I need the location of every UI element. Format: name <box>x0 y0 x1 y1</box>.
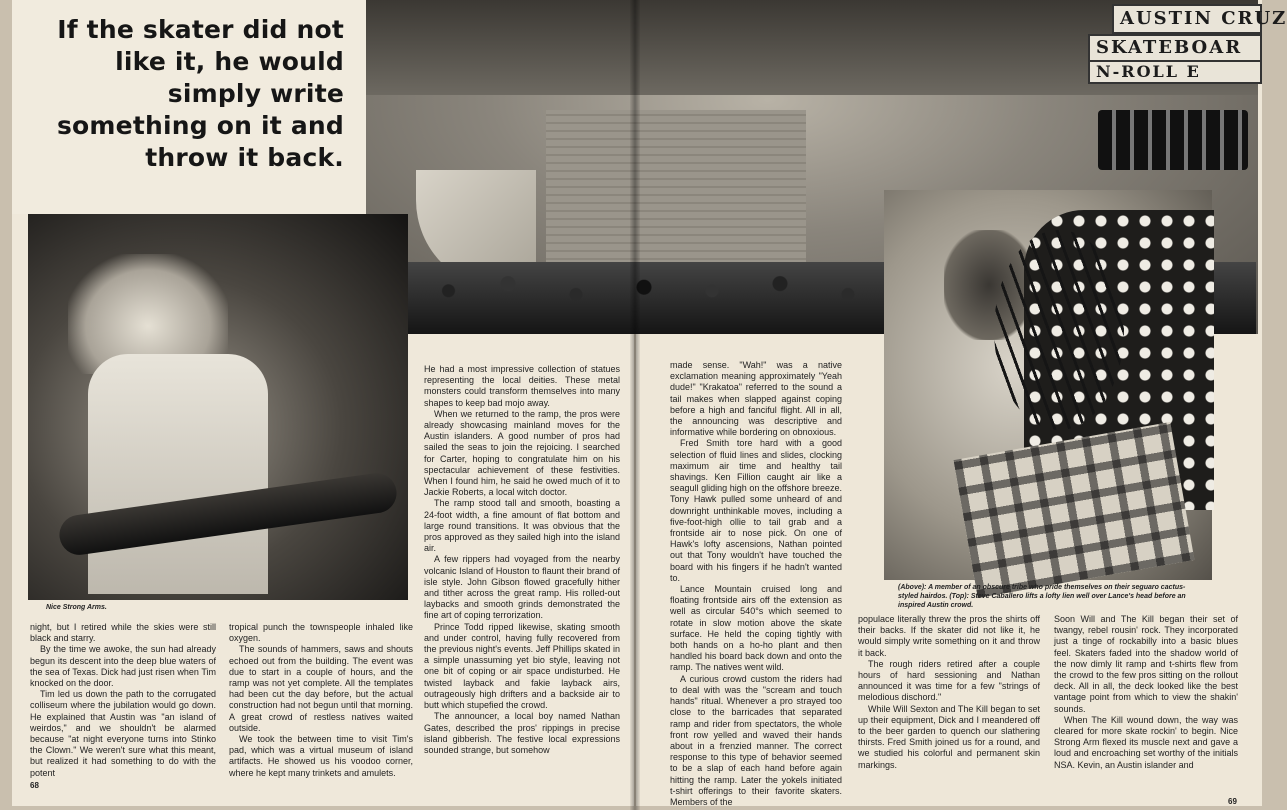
paragraph: When we returned to the ramp, the pros were already showcasing mainland moves for the Austin islanders. A good number of pros had sailed the seas to join the rejoicing. I searched for Carter, hoping to congratulate him on his spectacular achievement of these festivities. When I found him, he said he owed much of it to Jackie Roberts, a local witch doctor. <box>424 408 620 498</box>
text-column-4 <box>670 360 842 807</box>
banner-skateboard: SKATEBOAR <box>1088 34 1262 62</box>
paragraph: The announcer, a local boy named Nathan Gates, described the pros' rippings in precise island gibberish. The festive local expressions sounded strange, but somehow <box>424 711 620 755</box>
guitarist-shirt <box>88 354 268 594</box>
cactus-hairdo <box>994 230 1124 430</box>
paragraph: made sense. "Wah!" was a native exclamation meaning approximately "Yeah dude!" "Krakatoa" referred to the sound a tail makes when slapped against coping before a high and fanciful flight. All in all, the announcing was descriptive and informative while bordering on obnoxious. <box>670 360 842 438</box>
banner-austin-cruz: AUSTIN CRUZ <box>1112 4 1262 34</box>
paragraph: By the time we awoke, the sun had already begun its descent into the deep blue waters of the sea of Texas. Dick had just risen when Tim knocked on the door. <box>30 644 216 689</box>
paragraph: Tim led us down the path to the corrugated colliseum where the jubilation would go down. He explained that Austin was "an island of weirdos," and we shouldn't be alarmed because "at night everyone turns into Stinko the Clown." We weren't sure what this meant, but realized it had something to do with the potent <box>30 689 216 778</box>
paragraph: A few rippers had voyaged from the nearby volcanic Island of Houston to flaunt their brand of isle style. John Gibson flowed gracefully hither and tither across the great ramp. His rolled-out laybacks and smooth grinds demonstrated the fine art of coping terrorization. <box>424 554 620 621</box>
tribe-photo <box>884 190 1212 580</box>
paragraph: A curious crowd custom the riders had to deal with was the "scream and touch hands" ritual. Whenever a pro strayed too close to the barricades that separated ramp and rider from spectators, the whole front row yelled and waved their hands about in a frenzied manner. The correct response to this type of behavior seemed to be a slap of each hand before again hitting the ramp. Later the yokels initiated t-shirt offerings to their favorite skaters. Members of the <box>670 673 842 807</box>
guitarist-photo <box>28 214 408 600</box>
paragraph: Fred Smith tore hard with a good selection of fluid lines and slides, clocking maximum air time and healthy tail shavings. Ken Fillion caught air like a seagull gliding high on the offshore breeze. Tony Hawk pulled some unheard of and downright unthinkable moves, including a five-foot-high ollie to tail grab and a frontside air to nose pick. On one of Hawk's lofty ascensions, Nathan pointed out that Tony wouldn't have touched the board with his fingers if he hadn't wanted to. <box>670 438 842 583</box>
paragraph: The rough riders retired after a couple hours of hard sessioning and Nathan announced it was time for a few "strings of melodious dischord." <box>858 658 1040 703</box>
paragraph: Soon Will and The Kill began their set of twangy, rebel rousin' rock. They incorporated just a tinge of rockabilly into a basic blues feel. Skaters faded into the shadow world of the now dimly lit ramp and t-shirts flew from the crowd to the few pros sitting on the rollout deck. All in all, the deck looked like the best vantage point from which to view the shakin' sounds. <box>1054 614 1238 714</box>
caption-right: (Above): A member of an obscure tribe who pride themselves on their seguaro cactus-styled hairdos. (Top): Steve Caballero lifts a lofty lien well over Lance's head before an inspired Austin crowd. <box>898 584 1186 609</box>
text-column-1 <box>30 622 216 798</box>
paragraph: Prince Todd ripped likewise, skating smooth and under control, having fully recovered from the previous night's events. Jeff Phillips skated in a simple unassuming yet bio style, leaving not one bit of coping or air space undisturbed. He twisted layback and fakie layback airs, outrageously high drifters and a backside air to butt which stupefied the crowd. <box>424 621 620 711</box>
paragraph: The sounds of hammers, saws and shouts echoed out from the building. The event was due to start in a couple of hours, and the ramp was not yet complete. All the templates had been cut the day before, but the actual construction had not begun until that morning. A great crowd of restless natives waited outside. <box>229 644 413 733</box>
paragraph: Lance Mountain cruised long and floating frontside airs off the extension as well as circular 540°s which seemed to rotate in slow motion above the skate surface. He held the coping tightly with both hands on a ho-ho plant and then handled his board back down and onto the ramp. The natives went wild. <box>670 584 842 673</box>
text-column-3 <box>424 364 620 798</box>
caption-left: Nice Strong Arms. <box>46 604 107 611</box>
page-number-left: 68 <box>30 781 39 790</box>
plaid-shirt <box>954 422 1195 598</box>
page-number-right: 69 <box>1228 797 1237 806</box>
paragraph: tropical punch the townspeople inhaled like oxygen. <box>229 622 413 644</box>
paragraph: When The Kill wound down, the way was cleared for more skate rockin' to begin. Nice Strong Arm flexed its muscle next and gave a loud and encroaching set worthy of the initials NSA. Kevin, an Austin islander and <box>1054 714 1238 770</box>
light-rig <box>1098 110 1248 170</box>
banner-rock-n-roll: N-ROLL E <box>1088 60 1262 84</box>
text-column-6 <box>1054 614 1238 798</box>
text-column-5 <box>858 614 1040 798</box>
text-column-2 <box>229 622 413 798</box>
headline-block <box>12 0 366 214</box>
paragraph: night, but I retired while the skies were still black and starry. <box>30 622 216 644</box>
page-gutter <box>630 0 640 810</box>
paragraph: While Will Sexton and The Kill began to set up their equipment, Dick and I meandered off to the beer garden to quench our slathering thirsts. Fred Smith joined us for a round, and we studied his colorful and permanent skin markings. <box>858 703 1040 770</box>
pull-quote-headline: If the skater did not like it, he would simply write something on it and throw it back. <box>56 15 344 172</box>
paragraph: He had a most impressive collection of statues representing the local deities. These metal monsters could transform themselves into many shapes to keep bad mojo away. <box>424 364 620 408</box>
paragraph: populace literally threw the pros the shirts off their backs. If the skater did not like it, he would simply write something on it and throw it back. <box>858 614 1040 658</box>
paragraph: The ramp stood tall and smooth, boasting a 24-foot width, a fine amount of flat bottom and large round transitions. It was obvious that the pros approved as they sailed high into the island air. <box>424 498 620 554</box>
paragraph: We took the between time to visit Tim's pad, which was a virtual museum of island artifacts. He showed us his voodoo corner, where he kept many trinkets and amulets. <box>229 734 413 778</box>
